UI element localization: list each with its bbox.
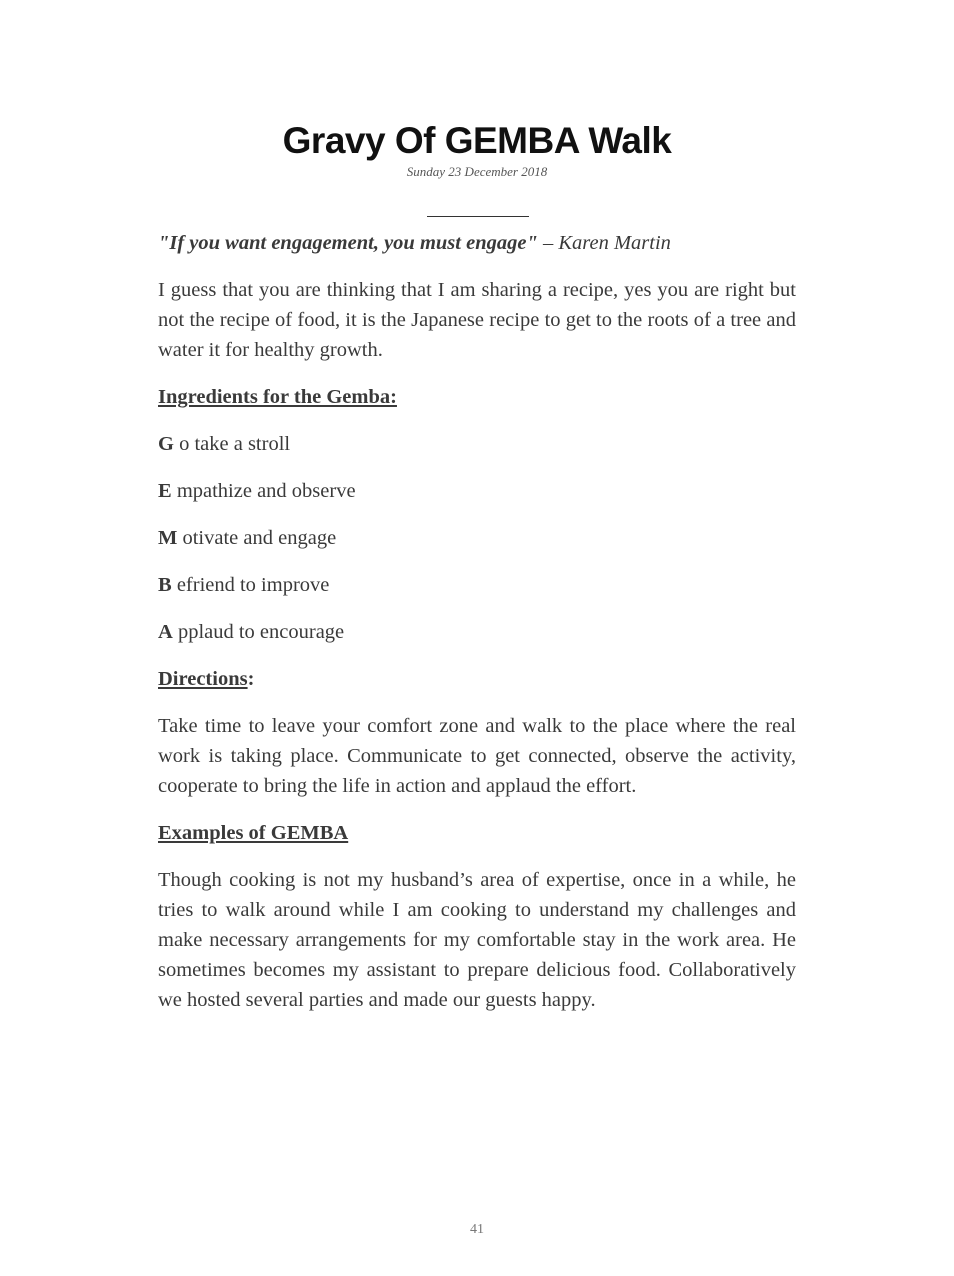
ingredients-heading: Ingredients for the Gemba: [158,386,397,408]
ingredient-item [158,617,796,647]
examples-heading: Examples of GEMBA [158,822,349,844]
title-divider [427,216,529,217]
ingredient-text: mpathize and observe [171,480,356,502]
directions-colon: : [247,668,255,690]
ingredient-letter: E [158,480,172,502]
examples-paragraph: Though cooking is not my husband’s area of expertise, once in a while, he tries to walk around while I am cooking to understand my challenges and make necessary arrangements for my comfortable stay in the work area. He sometimes becomes my assistant to prepare delicious food. Collaboratively we hosted several parties and made our guests happy. [158,869,796,1011]
ingredient-item [158,523,796,553]
directions-heading: Directions [158,668,248,690]
post-date: Sunday 23 December 2018 [406,164,548,179]
quote-author: – Karen Martin [537,232,671,254]
ingredient-text: efriend to improve [171,574,330,596]
quote-text: "If you want engagement, you must engage" [158,232,538,254]
ingredient-letter: G [158,433,174,455]
intro-paragraph: I guess that you are thinking that I am sharing a recipe, yes you are right but not the recipe of food, it is the Japanese recipe to get to the roots of a tree and water it for healthy growth. [158,279,796,361]
page-title: Gravy Of GEMBA Walk [282,120,672,161]
directions-paragraph: Take time to leave your comfort zone and walk to the place where the real work is taking place. Communicate to get connected, observe the activity, cooperate to bring the life in action and applaud the effort. [158,715,796,797]
directions-heading-line [158,664,796,694]
ingredient-letter: B [158,574,172,596]
quote [158,228,796,258]
ingredient-letter: A [158,621,173,643]
ingredient-item [158,570,796,600]
ingredient-text: pplaud to encourage [172,621,345,643]
ingredient-text: o take a stroll [173,433,291,455]
page-number: 41 [470,1222,484,1237]
ingredient-text: otivate and engage [177,527,337,549]
ingredient-item [158,429,796,459]
ingredient-letter: M [158,527,178,549]
article-body [158,228,796,1032]
ingredient-item [158,476,796,506]
